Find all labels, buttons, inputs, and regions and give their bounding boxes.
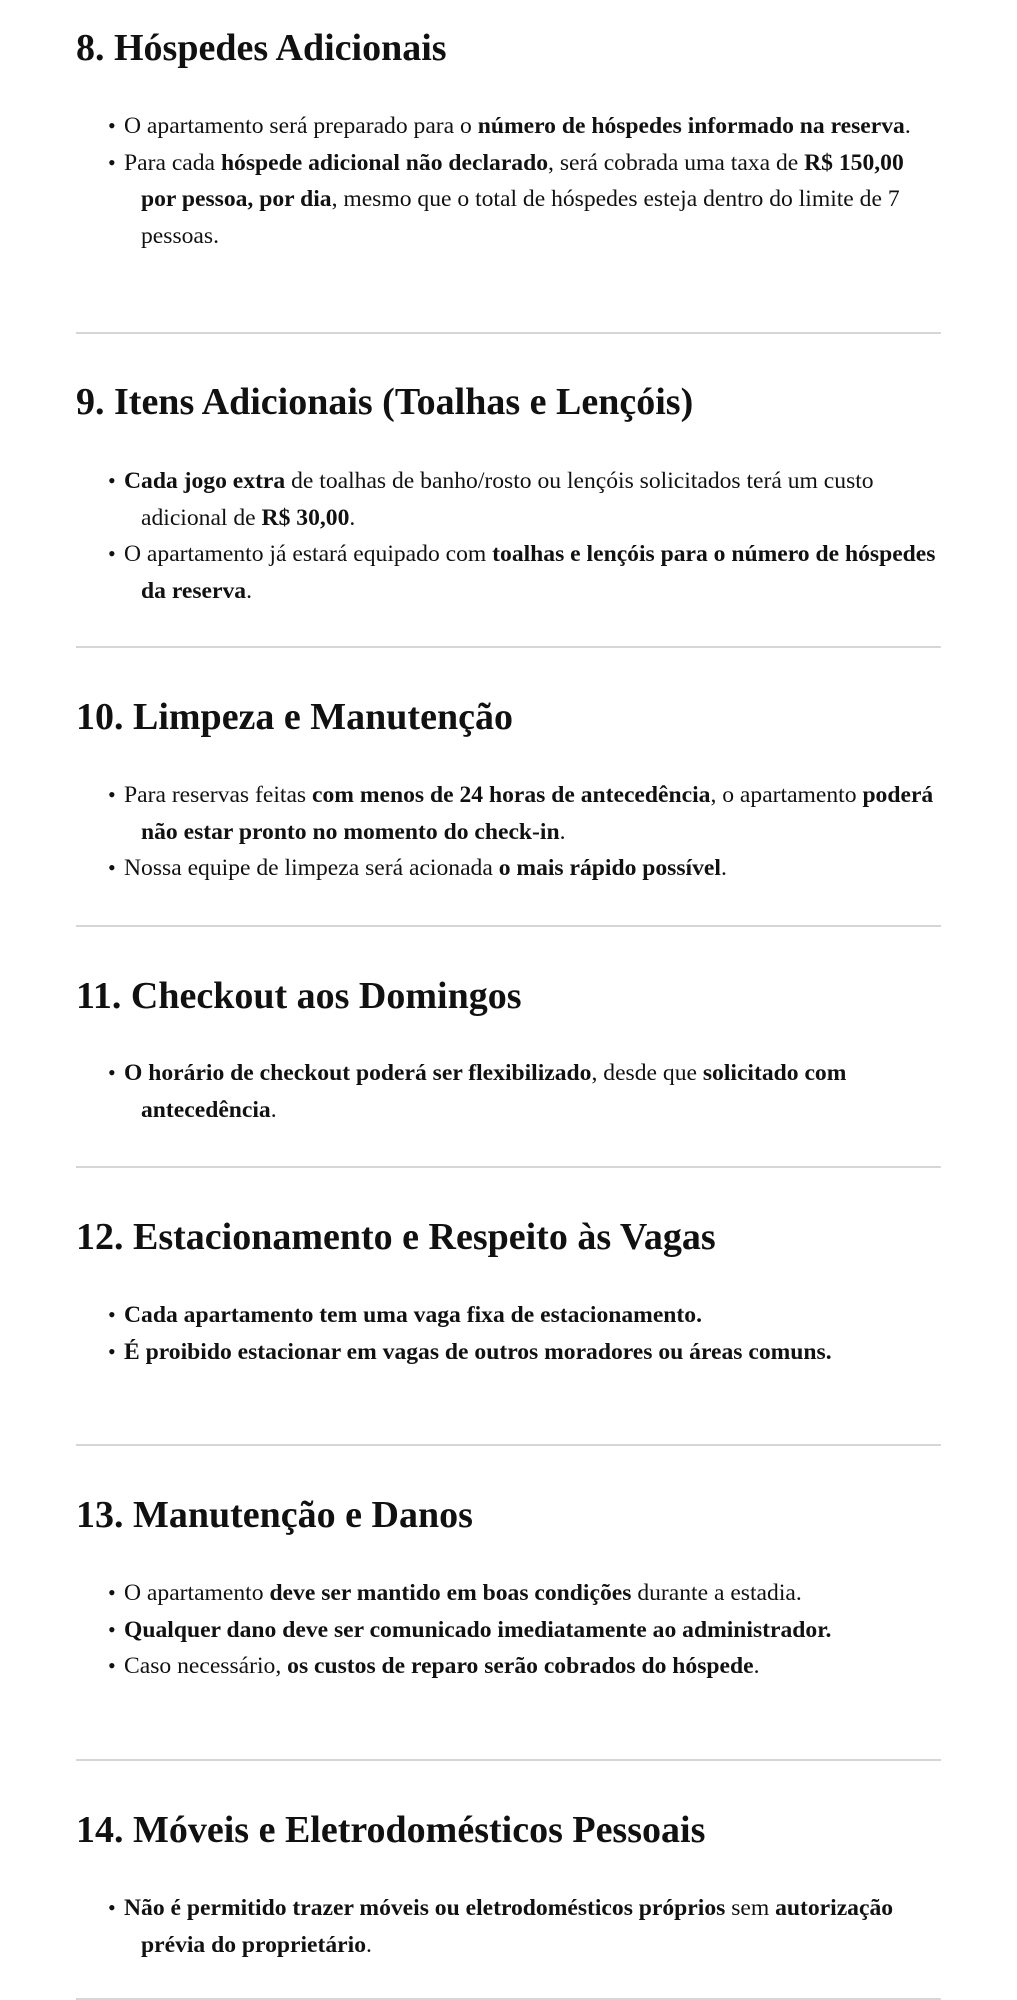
bullet-text: [124, 1575, 940, 1612]
bullet-text: [124, 1297, 940, 1334]
bold-text: número de hóspedes informado na reserva: [477, 113, 905, 139]
list-item: [108, 1890, 940, 1963]
section-title: 8. Hóspedes Adicionais: [76, 27, 447, 69]
bold-text: o mais rápido possível: [498, 855, 721, 881]
section-title: 10. Limpeza e Manutenção: [76, 696, 513, 738]
list-item: [108, 1648, 940, 1685]
list-item: [108, 850, 940, 887]
text-run: O apartamento: [124, 1580, 270, 1606]
text-run: , mesmo que o total de hóspedes esteja dentro do limite de 7 pessoas.: [141, 186, 900, 249]
list-item: [108, 108, 940, 145]
text-run: .: [349, 504, 356, 531]
bullet-list: [108, 1297, 940, 1370]
section-title: 11. Checkout aos Domingos: [76, 975, 522, 1017]
list-item: [108, 145, 940, 255]
bullet-text: [124, 1648, 940, 1685]
bullet-icon: •: [108, 1616, 116, 1642]
bullet-icon: •: [108, 782, 116, 807]
bold-text: R$ 150,00 por pessoa, por dia: [141, 149, 904, 212]
section-title: 14. Móveis e Eletrodomésticos Pessoais: [76, 1809, 706, 1851]
list-item: [108, 1297, 940, 1334]
bullet-icon: •: [108, 1302, 116, 1327]
bullet-list: [108, 1890, 940, 1963]
bullet-text: [124, 1055, 940, 1128]
bold-text: Cada apartamento tem uma vaga fixa de estacionamento.: [124, 1302, 702, 1328]
bold-text: Não é permitido trazer móveis ou eletrodomésticos próprios: [124, 1895, 726, 1921]
text-run: Para cada: [124, 149, 221, 176]
section-divider: [76, 332, 941, 334]
text-run: .: [366, 1931, 372, 1958]
bullet-text: [124, 463, 940, 536]
bullet-text: [124, 850, 940, 887]
bullet-icon: •: [108, 1060, 116, 1085]
bullet-text: [124, 108, 940, 145]
text-run: .: [904, 113, 911, 139]
list-item: [108, 1055, 940, 1128]
bullet-text: [124, 1612, 940, 1649]
bullet-text: [124, 1890, 940, 1963]
bold-text: toalhas e lençóis para o número de hóspedes da reserva: [141, 541, 936, 604]
text-run: .: [720, 855, 727, 881]
text-run: .: [270, 1096, 277, 1123]
section-title: 12. Estacionamento e Respeito às Vagas: [76, 1216, 716, 1258]
section-divider: [76, 1759, 941, 1761]
section-divider: [76, 646, 941, 648]
list-item: [108, 1612, 940, 1649]
section-divider: [76, 1166, 941, 1168]
bullet-icon: •: [108, 1653, 116, 1678]
bold-text: R$ 30,00: [261, 504, 350, 531]
list-item: [108, 463, 940, 536]
text-run: O apartamento será preparado para o: [124, 113, 478, 139]
text-run: , o apartamento: [710, 782, 863, 808]
bold-text: poderá não estar pronto no momento do check-in: [141, 782, 934, 845]
bullet-icon: •: [108, 1895, 116, 1920]
section-divider: [76, 1444, 941, 1446]
bullet-list: [108, 1575, 940, 1685]
bold-text: solicitado com antecedência: [141, 1060, 847, 1123]
bullet-list: [108, 777, 940, 887]
bullet-text: [124, 536, 940, 609]
bullet-text: [124, 777, 940, 850]
bold-text: com menos de 24 horas de antecedência: [312, 782, 711, 808]
text-run: Para reservas feitas: [124, 782, 313, 808]
text-run: O apartamento já estará equipado com: [124, 541, 493, 567]
section-title: 9. Itens Adicionais (Toalhas e Lençóis): [76, 381, 694, 423]
bullet-icon: •: [108, 113, 116, 138]
list-item: [108, 1334, 940, 1371]
bullet-list: [108, 1055, 940, 1128]
bold-text: Qualquer dano deve ser comunicado imediatamente ao administrador.: [124, 1616, 832, 1643]
bold-text: Cada jogo extra: [124, 468, 286, 494]
text-run: sem: [725, 1895, 776, 1921]
text-run: , será cobrada uma taxa de: [548, 149, 805, 176]
list-item: [108, 1575, 940, 1612]
bullet-text: [124, 145, 940, 255]
bullet-icon: •: [108, 468, 116, 493]
bullet-icon: •: [108, 1580, 116, 1605]
bullet-text: [124, 1334, 940, 1371]
text-run: Nossa equipe de limpeza será acionada: [124, 855, 499, 881]
text-run: Caso necessário,: [124, 1653, 288, 1679]
bullet-icon: •: [108, 149, 116, 175]
bullet-list: [108, 463, 940, 609]
text-run: .: [559, 818, 566, 845]
bullet-icon: •: [108, 541, 116, 566]
bold-text: hóspede adicional não declarado: [220, 149, 549, 176]
bold-text: autorização prévia do proprietário: [141, 1895, 894, 1958]
text-run: .: [246, 577, 252, 604]
text-run: de toalhas de banho/rosto ou lençóis solicitados terá um custo adicional de: [141, 468, 874, 531]
bold-text: O horário de checkout poderá ser flexibilizado: [124, 1060, 592, 1086]
text-run: , desde que: [591, 1060, 703, 1086]
text-run: .: [753, 1653, 760, 1679]
bullet-icon: •: [108, 855, 116, 880]
bullet-icon: •: [108, 1338, 116, 1364]
bullet-list: [108, 108, 940, 254]
bold-text: É proibido estacionar em vagas de outros moradores ou áreas comuns.: [124, 1338, 832, 1365]
bold-text: os custos de reparo serão cobrados do hóspede: [287, 1653, 754, 1679]
text-run: durante a estadia.: [631, 1580, 802, 1606]
list-item: [108, 536, 940, 609]
section-divider: [76, 925, 941, 927]
list-item: [108, 777, 940, 850]
bold-text: deve ser mantido em boas condições: [269, 1580, 632, 1606]
section-title: 13. Manutenção e Danos: [76, 1494, 473, 1536]
